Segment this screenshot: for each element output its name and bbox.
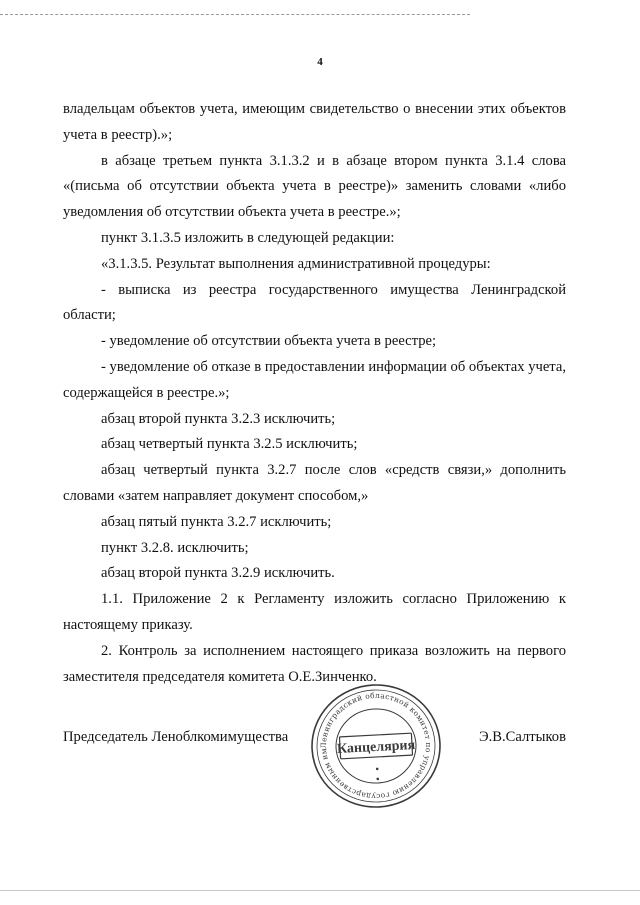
paragraph: 2. Контроль за исполнением настоящего приказа возложить на первого заместителя председателя комитета О.Е.Зинченко. — [63, 642, 566, 685]
stamp-ring-text: Ленинградский областной комитет по управлению государственным имуществом — [304, 677, 434, 802]
paragraph: «3.1.3.5. Результат выполнения административной процедуры: — [101, 255, 491, 272]
stamp-center-text: Канцелярия — [336, 737, 416, 758]
paragraph: пункт 3.1.3.5 изложить в следующей редакции: — [101, 229, 395, 246]
office-stamp — [305, 678, 448, 815]
paragraph: абзац четвертый пункта 3.2.5 исключить; — [101, 436, 358, 453]
paragraph: абзац второй пункта 3.2.3 исключить; — [101, 410, 336, 427]
paragraph: абзац второй пункта 3.2.9 исключить. — [101, 565, 335, 582]
paragraph: в абзаце третьем пункта 3.1.3.2 и в абзаце втором пункта 3.1.4 слова «(письма об отсутствии объекта учета в реестре)» заменить словами «либо уведомления об отсутствии объекта учета в реестре.»; — [63, 152, 566, 221]
paragraph: 1.1. Приложение 2 к Регламенту изложить согласно Приложению к настоящему приказу. — [63, 591, 566, 633]
scan-edge-top — [0, 14, 470, 15]
page-number: 4 — [317, 56, 323, 68]
paragraph: - выписка из реестра государственного имущества Ленинградской области; — [63, 281, 566, 324]
paragraph: абзац пятый пункта 3.2.7 исключить; — [101, 513, 332, 530]
paragraph: владельцам объектов учета, имеющим свидетельство о внесении этих объектов учета в реестр).»; — [63, 101, 566, 143]
stamp-seal-icon — [305, 678, 448, 815]
paragraph: пункт 3.2.8. исключить; — [101, 539, 249, 556]
paragraph: абзац четвертый пункта 3.2.7 после слов «средств связи,» дополнить словами «затем направляет документ способом,» — [63, 462, 566, 504]
paragraph: - уведомление об отказе в предоставлении информации об объектах учета, содержащейся в реестре.»; — [63, 358, 566, 401]
document-body — [63, 97, 566, 690]
signatory-name: Э.В.Салтыков — [478, 729, 566, 745]
scan-edge-bottom — [0, 890, 640, 891]
signatory-position: Председатель Леноблкомимущества — [63, 729, 289, 745]
paragraph: - уведомление об отсутствии объекта учета в реестре; — [101, 333, 437, 350]
